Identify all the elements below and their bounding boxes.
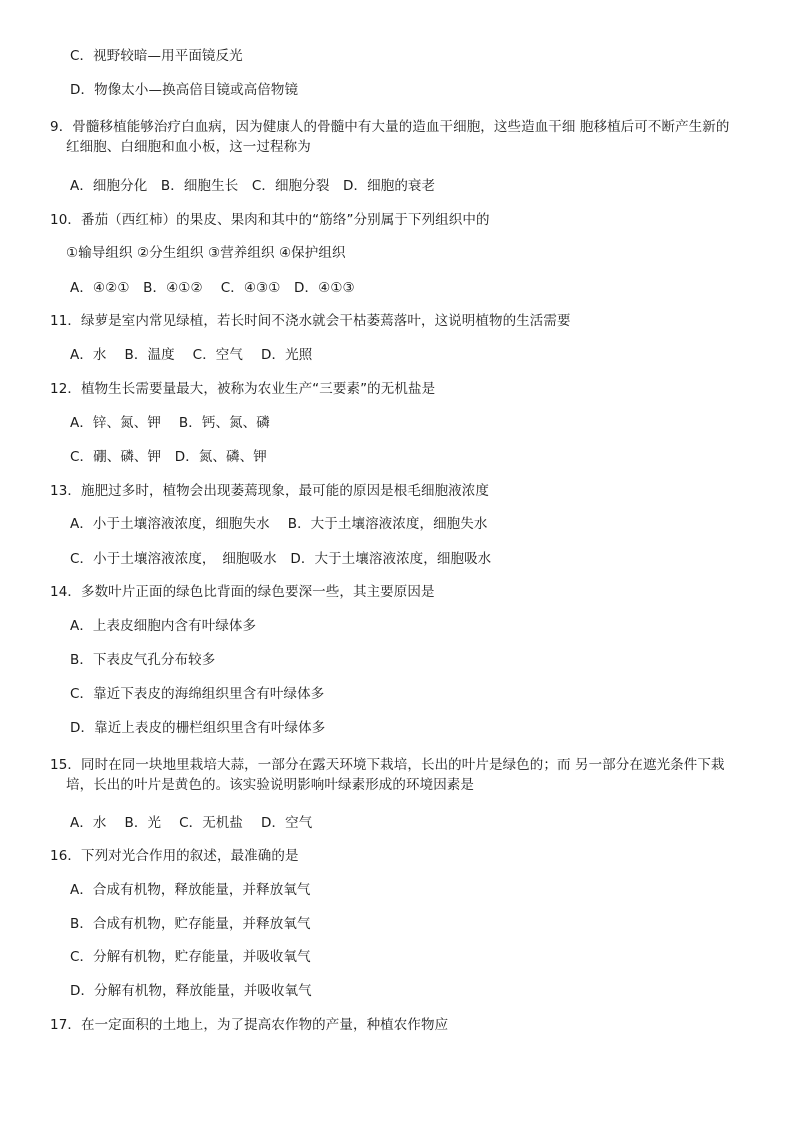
question-16-text: 16．下列对光合作用的叙述，最准确的是 <box>50 848 299 864</box>
q10-options: A．④②① B．④①② C．④③① D．④①③ <box>70 280 355 296</box>
question-13-text: 13．施肥过多时，植物会出现萎蔫现象，最可能的原因是根毛细胞液浓度 <box>50 483 489 499</box>
question-14-text: 14．多数叶片正面的绿色比背面的绿色要深一些，其主要原因是 <box>50 584 435 600</box>
q14-option-a: A．上表皮细胞内含有叶绿体多 <box>70 618 257 634</box>
question-9-text: 9．骨髓移植能够治疗白血病，因为健康人的骨髓中有大量的造血干细胞，这些造血干细 胞移植后可不断产生新的 <box>50 119 730 135</box>
q16-option-b: B．合成有机物，贮存能量，并释放氧气 <box>70 916 311 932</box>
q11-options: A．水 B．温度 C．空气 D．光照 <box>70 347 313 363</box>
q10-tissue-list: ①输导组织 ②分生组织 ③营养组织 ④保护组织 <box>66 245 346 261</box>
q13-options-cd: C．小于土壤溶液浓度， 细胞吸水 D．大于土壤溶液浓度，细胞吸水 <box>70 551 492 567</box>
question-17-text: 17．在一定面积的土地上，为了提高农作物的产量，种植农作物应 <box>50 1017 449 1033</box>
q14-option-c: C．靠近下表皮的海绵组织里含有叶绿体多 <box>70 686 325 702</box>
q8-option-c: C．视野较暗—用平面镜反光 <box>70 48 243 64</box>
q16-option-c: C．分解有机物，贮存能量，并吸收氧气 <box>70 949 311 965</box>
question-10-text: 10．番茄（西红柿）的果皮、果肉和其中的“筋络”分别属于下列组织中的 <box>50 212 490 228</box>
q14-option-d: D．靠近上表皮的栅栏组织里含有叶绿体多 <box>70 720 326 736</box>
q12-options-ab: A．锌、氮、钾 B．钙、氮、磷 <box>70 415 270 431</box>
question-15-text: 15．同时在同一块地里栽培大蒜，一部分在露天环境下栽培，长出的叶片是绿色的；而 另一部分在遮光条件下栽 <box>50 757 725 773</box>
q13-options-ab: A．小于土壤溶液浓度，细胞失水 B．大于土壤溶液浓度，细胞失水 <box>70 516 488 532</box>
q12-options-cd: C．硼、磷、钾 D．氮、磷、钾 <box>70 449 267 465</box>
question-9-text-cont: 红细胞、白细胞和血小板，这一过程称为 <box>66 139 311 155</box>
question-15-text-cont: 培，长出的叶片是黄色的。该实验说明影响叶绿素形成的环境因素是 <box>66 777 474 793</box>
q16-option-d: D．分解有机物，释放能量，并吸收氧气 <box>70 983 312 999</box>
q8-option-d: D．物像太小—换高倍目镜或高倍物镜 <box>70 82 299 98</box>
question-12-text: 12．植物生长需要量最大，被称为农业生产“三要素”的无机盐是 <box>50 381 436 397</box>
q15-options: A．水 B．光 C．无机盐 D．空气 <box>70 815 313 831</box>
q9-options: A．细胞分化 B．细胞生长 C．细胞分裂 D．细胞的衰老 <box>70 178 436 194</box>
question-11-text: 11．绿萝是室内常见绿植，若长时间不浇水就会干枯萎蔫落叶，这说明植物的生活需要 <box>50 313 571 329</box>
q16-option-a: A．合成有机物，释放能量，并释放氧气 <box>70 882 311 898</box>
q14-option-b: B．下表皮气孔分布较多 <box>70 652 216 668</box>
